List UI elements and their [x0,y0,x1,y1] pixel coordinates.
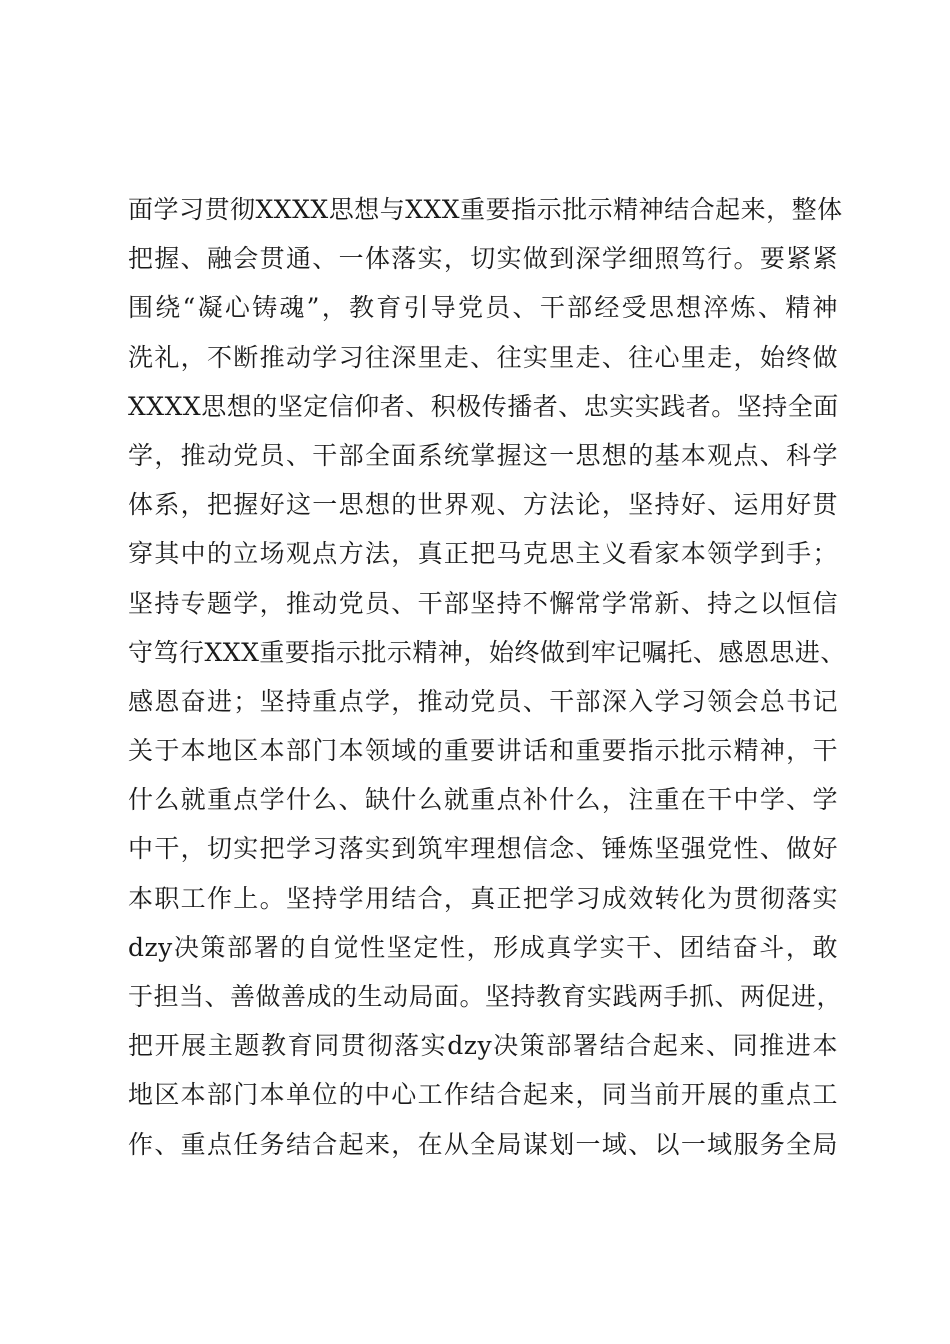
text-line: 围绕“凝心铸魂”，教育引导党员、干部经受思想淬炼、精神 [128,293,838,323]
text-line: 学，推动党员、干部全面系统掌握这一思想的基本观点、科学 [128,440,838,470]
text-line: 洗礼，不断推动学习往深里走、往实里走、往心里走，始终做 [128,342,838,372]
body-paragraph [128,185,846,1169]
text-line: XXXX思想的坚定信仰者、积极传播者、忠实实践者。坚持全面 [128,391,839,421]
text-line: 感恩奋进；坚持重点学，推动党员、干部深入学习领会总书记 [128,686,838,716]
text-line: 关于本地区本部门本领域的重要讲话和重要指示批示精神，干 [128,736,838,766]
text-line: 于担当、善做善成的生动局面。坚持教育实践两手抓、两促进， [128,982,843,1011]
text-line: 本职工作上。坚持学用结合，真正把学习成效转化为贯彻落实 [128,883,838,913]
text-line: 体系，把握好这一思想的世界观、方法论，坚持好、运用好贯 [128,490,838,520]
text-line: 中干，切实把学习落实到筑牢理想信念、锤炼坚强党性、做好 [128,834,838,864]
text-line: 面学习贯彻XXXX思想与XXX重要指示批示精神结合起来，整体 [128,195,843,224]
text-line: 把握、融会贯通、一体落实，切实做到深学细照笃行。要紧紧 [128,244,838,274]
text-line: 地区本部门本单位的中心工作结合起来，同当前开展的重点工 [128,1080,838,1110]
text-line: 穿其中的立场观点方法，真正把马克思主义看家本领学到手； [128,539,838,569]
text-line: dzy决策部署的自觉性坚定性，形成真学实干、团结奋斗，敢 [128,932,838,962]
text-line: 什么就重点学什么、缺什么就重点补什么，注重在干中学、学 [128,785,838,815]
text-line: 作、重点任务结合起来，在从全局谋划一域、以一域服务全局 [128,1129,838,1159]
text-line: 守笃行XXX重要指示批示精神，始终做到牢记嘱托、感恩思进、 [128,637,846,667]
text-line: 把开展主题教育同贯彻落实dzy决策部署结合起来、同推进本 [128,1031,838,1061]
text-line: 坚持专题学，推动党员、干部坚持不懈常学常新、持之以恒信 [128,588,838,618]
